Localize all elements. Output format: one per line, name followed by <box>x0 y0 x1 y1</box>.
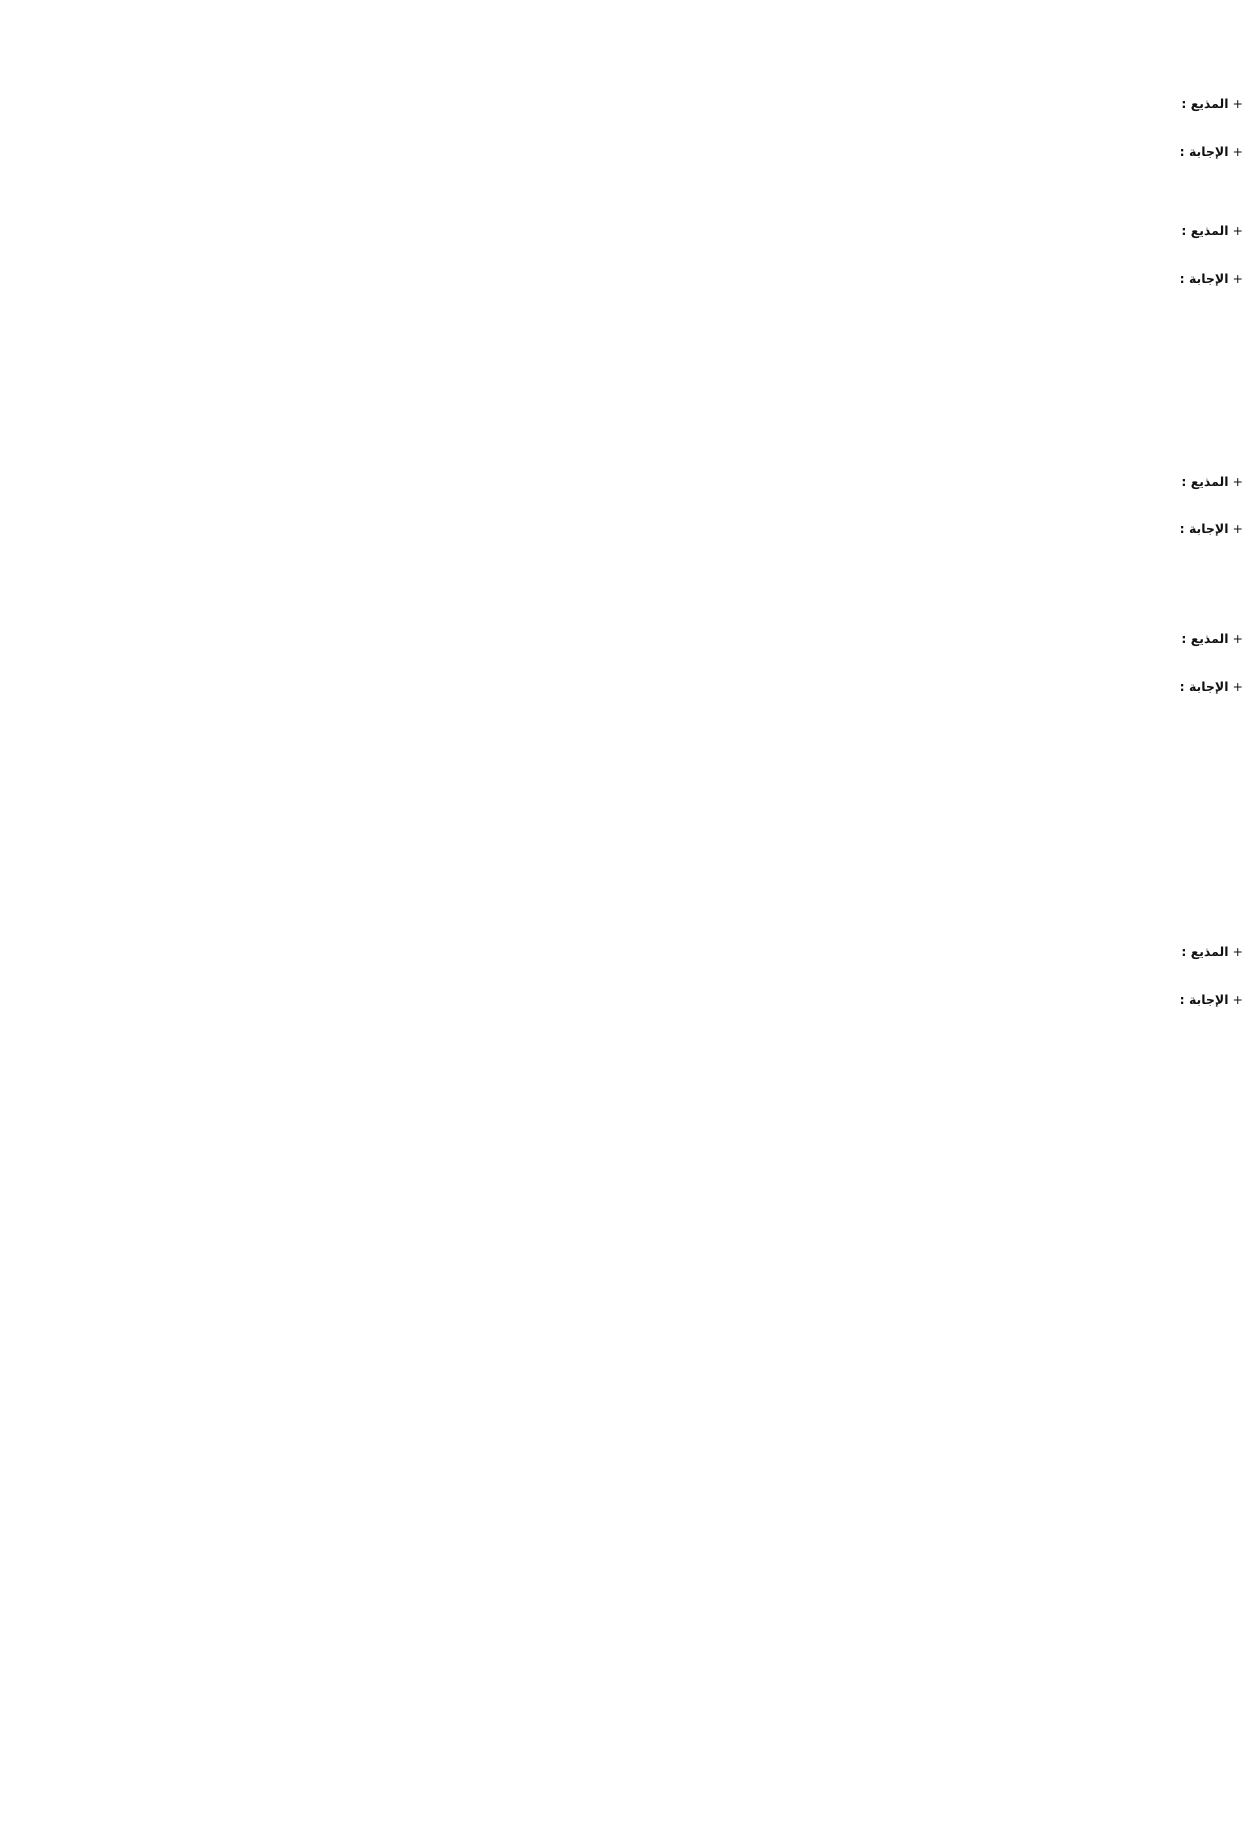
paragraph-text <box>14 412 1221 429</box>
paragraph-text <box>14 1009 1243 1026</box>
answer-label: الإجابة : <box>1179 270 1229 286</box>
paragraph <box>14 600 1243 617</box>
paragraph-text <box>14 113 1243 130</box>
paragraph-text <box>14 1102 1243 1119</box>
speaker-label: المذيع : <box>1181 944 1229 959</box>
answer-paragraph <box>14 992 1243 1026</box>
paragraph <box>14 1164 1243 1181</box>
paragraph <box>14 758 1243 775</box>
answer-label: الإجابة : <box>1179 143 1229 159</box>
answer-paragraph <box>14 521 1243 555</box>
paragraph <box>14 1071 1243 1088</box>
dialogue-marker: + <box>1232 679 1243 695</box>
paragraph-text <box>14 789 1243 806</box>
paragraph-text <box>14 961 1243 978</box>
paragraph <box>14 882 1243 899</box>
dialogue-marker: + <box>1232 222 1243 238</box>
answer-paragraph <box>14 144 1243 178</box>
paragraph-text <box>14 913 1243 930</box>
question-paragraph <box>14 944 1243 978</box>
answer-paragraph <box>14 679 1243 713</box>
question-paragraph <box>14 631 1243 665</box>
paragraph-text <box>14 851 1243 868</box>
paragraph <box>14 569 1243 586</box>
paragraph <box>14 381 1243 398</box>
paragraph-text <box>14 648 1243 665</box>
paragraph-text <box>14 538 1243 555</box>
paragraph <box>14 820 1243 837</box>
paragraph-text <box>14 1164 1243 1181</box>
paragraph-text <box>14 1133 1243 1150</box>
paragraph-text <box>14 727 1221 744</box>
question-paragraph <box>14 474 1243 508</box>
paragraph-text <box>14 161 1243 178</box>
paragraph-text <box>14 443 1243 460</box>
paragraph <box>14 443 1243 460</box>
paragraph-list <box>14 96 1243 1181</box>
question-paragraph <box>14 223 1243 257</box>
speaker-label: المذيع : <box>1181 631 1229 647</box>
paragraph-text <box>14 319 1243 336</box>
answer-label: الإجابة : <box>1179 991 1229 1007</box>
answer-label: الإجابة : <box>1179 679 1229 695</box>
paragraph-text <box>14 350 1243 367</box>
dialogue-marker: + <box>1232 521 1243 537</box>
dialogue-marker: + <box>1232 944 1243 959</box>
paragraph <box>14 1133 1243 1150</box>
dialogue-marker: + <box>1232 143 1243 159</box>
paragraph <box>14 727 1243 744</box>
paragraph-text <box>14 192 1243 209</box>
speaker-label: المذيع : <box>1181 96 1229 111</box>
dialogue-marker: + <box>1232 991 1243 1007</box>
paragraph-text <box>14 758 1243 775</box>
paragraph-text <box>14 820 1243 837</box>
paragraph <box>14 1102 1243 1119</box>
dialogue-marker: + <box>1232 96 1243 111</box>
paragraph-text <box>14 490 1243 507</box>
paragraph <box>14 913 1243 930</box>
paragraph <box>14 851 1243 868</box>
paragraph-text <box>14 381 1243 398</box>
speaker-label: المذيع : <box>1181 222 1229 238</box>
paragraph-text <box>14 882 1243 899</box>
question-paragraph <box>14 96 1243 130</box>
paragraph <box>14 350 1243 367</box>
paragraph-text <box>14 1040 1221 1057</box>
dialogue-marker: + <box>1232 631 1243 647</box>
paragraph-text <box>14 240 1243 257</box>
paragraph-text <box>14 569 1243 586</box>
paragraph <box>14 192 1243 209</box>
paragraph-text <box>14 696 1243 713</box>
dialogue-marker: + <box>1232 270 1243 286</box>
speaker-label: المذيع : <box>1181 473 1229 489</box>
paragraph <box>14 1040 1243 1057</box>
dialogue-marker: + <box>1232 473 1243 489</box>
answer-paragraph <box>14 271 1243 305</box>
answer-label: الإجابة : <box>1179 521 1229 537</box>
paragraph <box>14 319 1243 336</box>
paragraph-text <box>14 288 1243 305</box>
paragraph-text <box>14 600 1243 617</box>
paragraph <box>14 412 1243 429</box>
paragraph <box>14 789 1243 806</box>
paragraph-text <box>14 1071 1221 1088</box>
